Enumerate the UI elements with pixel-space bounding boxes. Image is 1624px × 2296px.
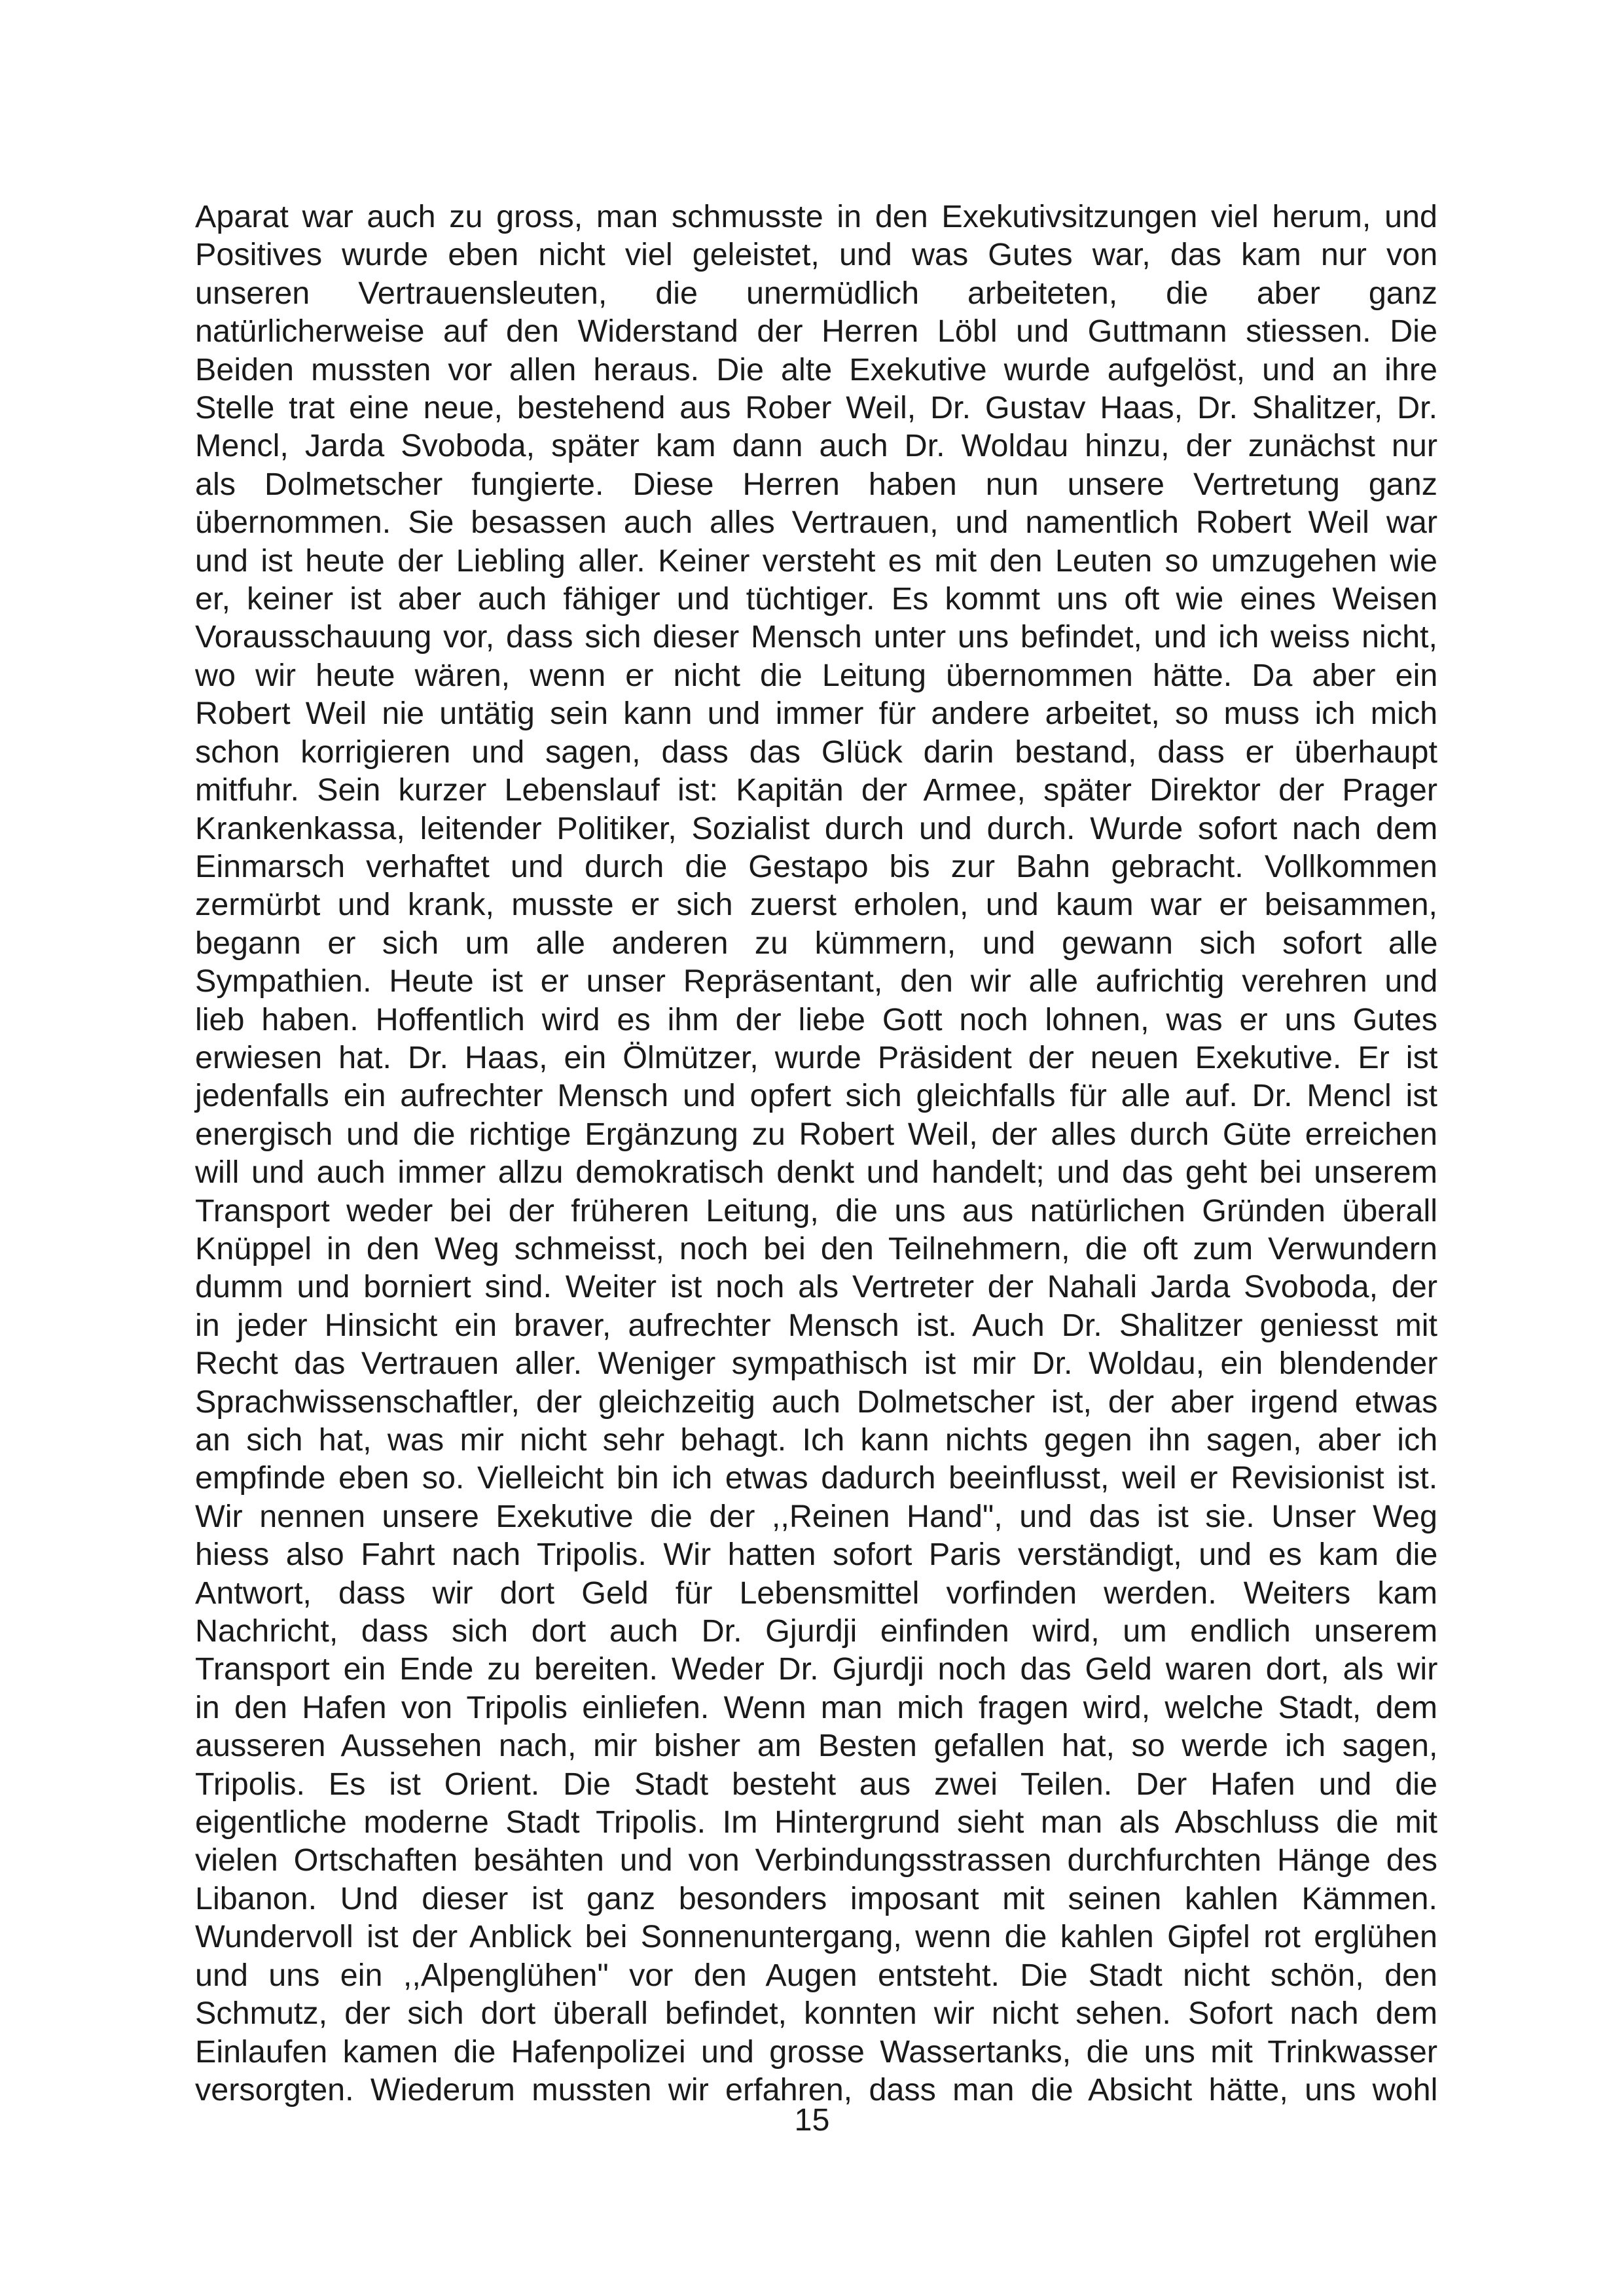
text-line: energisch und die richtige Ergänzung zu Robert Weil, der alles durch Güte erreichen [195, 1116, 1437, 1152]
text-line: Tripolis. Es ist Orient. Die Stadt besteht aus zwei Teilen. Der Hafen und die [195, 1766, 1437, 1802]
text-line: unseren Vertrauensleuten, die unermüdlich arbeiteten, die aber ganz [195, 275, 1437, 311]
text-line: jedenfalls ein aufrechter Mensch und opfert sich gleichfalls für alle auf. Dr. Mencl ist [195, 1078, 1438, 1114]
text-line: empfinde eben so. Vielleicht bin ich etwas dadurch beeinflusst, weil er Revisionist ist. [195, 1460, 1438, 1496]
text-line: lieb haben. Hoffentlich wird es ihm der liebe Gott noch lohnen, was er uns Gutes [195, 1001, 1437, 1037]
text-line: hiess also Fahrt nach Tripolis. Wir hatten sofort Paris verständigt, und es kam die [195, 1537, 1438, 1573]
text-line: Vorausschauung vor, dass sich dieser Mensch unter uns befindet, und ich weiss nicht, [195, 619, 1437, 655]
text-line: in den Hafen von Tripolis einliefen. Wenn man mich fragen wird, welche Stadt, dem [195, 1689, 1437, 1725]
text-line: Einlaufen kamen die Hafenpolizei und grosse Wassertanks, die uns mit Trinkwasser [195, 2034, 1437, 2070]
text-line: Krankenkassa, leitender Politiker, Sozialist durch und durch. Wurde sofort nach dem [195, 810, 1438, 846]
text-line: zermürbt und krank, musste er sich zuerst erholen, und kaum war er beisammen, [195, 887, 1438, 923]
text-line: und uns ein ,,Alpenglühen" vor den Augen entsteht. Die Stadt nicht schön, den [195, 1957, 1437, 1993]
text-line: in jeder Hinsicht ein braver, aufrechter Mensch ist. Auch Dr. Shalitzer geniesst mit [195, 1307, 1437, 1343]
text-line: an sich hat, was mir nicht sehr behagt. Ich kann nichts gegen ihn sagen, aber ich [195, 1422, 1438, 1458]
text-line: begann er sich um alle anderen zu kümmern, und gewann sich sofort alle [195, 925, 1438, 961]
text-line: Wir nennen unsere Exekutive die der ,,Reinen Hand", und das ist sie. Unser Weg [195, 1498, 1437, 1534]
text-line: Robert Weil nie untätig sein kann und immer für andere arbeitet, so muss ich mich [195, 696, 1438, 732]
text-line: als Dolmetscher fungierte. Diese Herren haben nun unsere Vertretung ganz [195, 466, 1437, 502]
text-line: Schmutz, der sich dort überall befindet, konnten wir nicht sehen. Sofort nach dem [195, 1996, 1437, 2032]
text-line: Beiden mussten vor allen heraus. Die alte Exekutive wurde aufgelöst, und an ihre [195, 351, 1438, 387]
text-line: erwiesen hat. Dr. Haas, ein Ölmützer, wurde Präsident der neuen Exekutive. Er ist [195, 1039, 1438, 1075]
text-line: wo wir heute wären, wenn er nicht die Leitung übernommen hätte. Da aber ein [195, 657, 1438, 693]
text-line: ausseren Aussehen nach, mir bisher am Besten gefallen hat, so werde ich sagen, [195, 1728, 1438, 1764]
text-line: Sympathien. Heute ist er unser Repräsentant, den wir alle aufrichtig verehren und [195, 963, 1438, 999]
text-line: Antwort, dass wir dort Geld für Lebensmittel vorfinden werden. Weiters kam [195, 1575, 1437, 1611]
text-line: Sprachwissenschaftler, der gleichzeitig auch Dolmetscher ist, der aber irgend etwas [195, 1384, 1438, 1420]
text-line: will und auch immer allzu demokratisch denkt und handelt; und das geht bei unserem [195, 1155, 1437, 1191]
text-line: Einmarsch verhaftet und durch die Gestapo bis zur Bahn gebracht. Vollkommen [195, 848, 1437, 884]
page-number: 15 [794, 2102, 830, 2138]
body-text [195, 198, 1437, 2109]
text-line: er, keiner ist aber auch fähiger und tüchtiger. Es kommt uns oft wie eines Weisen [195, 581, 1438, 617]
text-line: Nachricht, dass sich dort auch Dr. Gjurdji einfinden wird, um endlich unserem [195, 1613, 1438, 1649]
text-line: schon korrigieren und sagen, dass das Glück darin bestand, dass er überhaupt [195, 734, 1437, 770]
text-line: eigentliche moderne Stadt Tripolis. Im Hintergrund sieht man als Abschluss die mit [195, 1804, 1437, 1840]
text-line: dumm und borniert sind. Weiter ist noch als Vertreter der Nahali Jarda Svoboda, der [195, 1269, 1437, 1305]
text-line: natürlicherweise auf den Widerstand der Herren Löbl und Guttmann stiessen. Die [195, 314, 1437, 350]
text-line: übernommen. Sie besassen auch alles Vertrauen, und namentlich Robert Weil war [195, 505, 1438, 541]
text-line: Transport ein Ende zu bereiten. Weder Dr. Gjurdji noch das Geld waren dort, als wir [195, 1651, 1438, 1687]
text-line: Libanon. Und dieser ist ganz besonders imposant mit seinen kahlen Kämmen. [195, 1880, 1437, 1916]
text-line: Recht das Vertrauen aller. Weniger sympathisch ist mir Dr. Woldau, ein blendender [195, 1346, 1438, 1382]
text-line: versorgten. Wiederum mussten wir erfahren, dass man die Absicht hätte, uns wohl [195, 2072, 1438, 2108]
text-line: und ist heute der Liebling aller. Keiner versteht es mit den Leuten so umzugehen wie [195, 543, 1437, 579]
text-line: Transport weder bei der früheren Leitung, die uns aus natürlichen Gründen überall [195, 1193, 1437, 1229]
text-line: Stelle trat eine neue, bestehend aus Rober Weil, Dr. Gustav Haas, Dr. Shalitzer, Dr. [195, 390, 1438, 426]
text-line: vielen Ortschaften besähten und von Verbindungsstrassen durchfurchten Hänge des [195, 1842, 1437, 1878]
text-line: Aparat war auch zu gross, man schmusste in den Exekutivsitzungen viel herum, und [195, 199, 1437, 234]
text-line: Positives wurde eben nicht viel geleistet, und was Gutes war, das kam nur von [195, 237, 1438, 273]
text-line: mitfuhr. Sein kurzer Lebenslauf ist: Kapitän der Armee, später Direktor der Prager [195, 772, 1437, 808]
text-line: Wundervoll ist der Anblick bei Sonnenuntergang, wenn die kahlen Gipfel rot erglühen [195, 1919, 1437, 1955]
text-line: Knüppel in den Weg schmeisst, noch bei den Teilnehmern, die oft zum Verwundern [195, 1230, 1437, 1266]
text-line: Mencl, Jarda Svoboda, später kam dann auch Dr. Woldau hinzu, der zunächst nur [195, 428, 1437, 464]
